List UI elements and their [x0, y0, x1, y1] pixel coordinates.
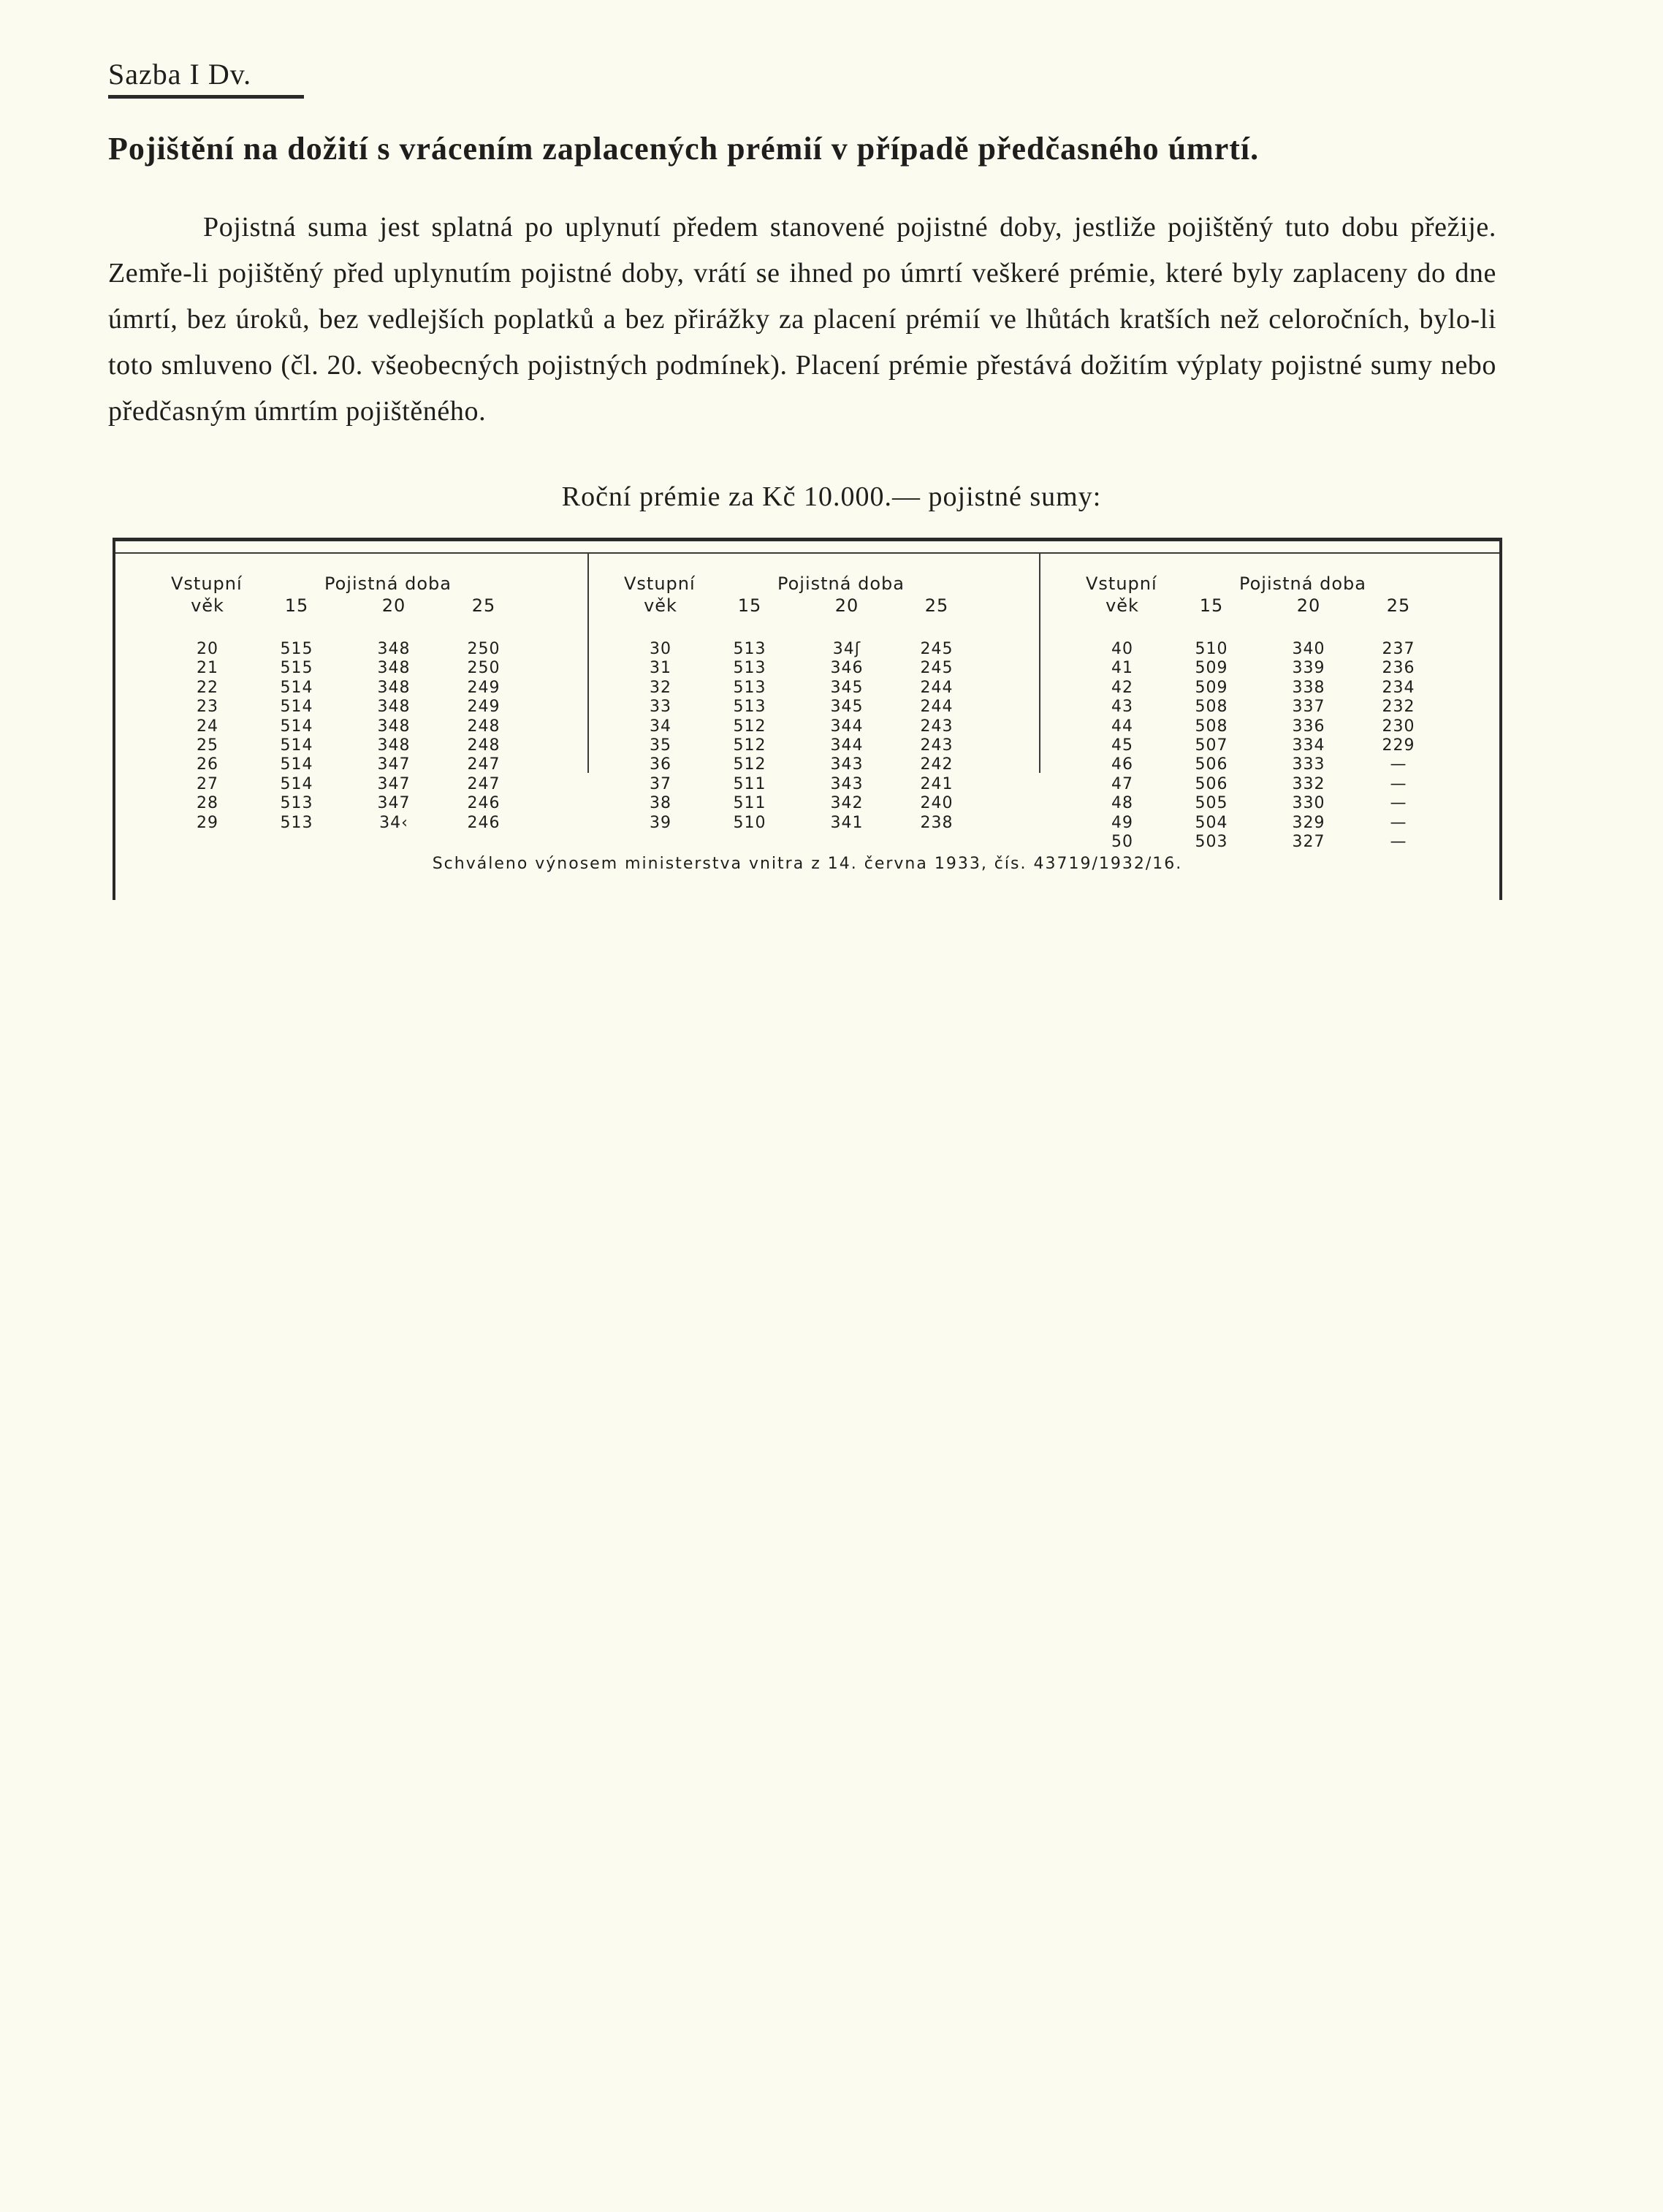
- table-rows: [566, 640, 1004, 833]
- premium-cell: 341: [830, 813, 864, 832]
- entry-age-cell: 50: [1111, 832, 1133, 851]
- premium-cell: 337: [1292, 698, 1325, 717]
- table-top-rule-thin: [113, 552, 1502, 554]
- premium-cell: 242: [920, 755, 954, 774]
- premium-cell: 514: [280, 736, 313, 755]
- table-right-border: [1499, 538, 1502, 900]
- table-subheader-row: [113, 596, 551, 617]
- premium-cell: 250: [467, 640, 501, 658]
- table-row: [113, 679, 551, 698]
- approval-note: Schváleno výnosem ministerstva vnitra z 14. června 1933, čís. 43719/1932/16.: [432, 855, 1183, 873]
- table-row: [1027, 659, 1466, 678]
- premium-cell: 245: [920, 659, 954, 678]
- entry-age-cell: 44: [1111, 717, 1133, 736]
- table-header-row: [566, 574, 1004, 595]
- table-row: [1027, 794, 1466, 813]
- premium-cell: 515: [280, 659, 313, 678]
- table-row: [1027, 679, 1466, 698]
- entry-age-cell: 24: [197, 717, 218, 736]
- term-25-header: 25: [471, 595, 496, 616]
- premium-cell: 238: [920, 813, 954, 832]
- entry-age-cell: 23: [197, 698, 218, 717]
- premium-cell: 344: [830, 717, 864, 736]
- premium-cell: 508: [1195, 717, 1228, 736]
- entry-age-cell: 48: [1111, 794, 1133, 813]
- table-row: [113, 775, 551, 794]
- entry-age-cell: 46: [1111, 755, 1133, 774]
- premium-cell: 232: [1382, 698, 1415, 717]
- entry-age-cell: 33: [650, 698, 671, 717]
- term-label: Pojistná doba: [324, 573, 452, 594]
- premium-cell: 514: [280, 774, 313, 793]
- premium-cell: 334: [1292, 736, 1325, 755]
- entry-age-cell: 47: [1111, 774, 1133, 793]
- premium-cell: 505: [1195, 794, 1228, 813]
- table-row: [113, 698, 551, 717]
- premium-cell: 246: [467, 794, 501, 813]
- entry-age-label: Vstupní: [1086, 573, 1157, 594]
- premium-cell: 348: [377, 640, 411, 658]
- entry-age-cell: 25: [197, 736, 218, 755]
- term-25-header: 25: [924, 595, 949, 616]
- table-subheader-row: [566, 596, 1004, 617]
- table-row: [566, 755, 1004, 774]
- premium-cell: 511: [733, 774, 766, 793]
- entry-age-cell: 38: [650, 794, 671, 813]
- intro-paragraph: Pojistná suma jest splatná po uplynutí předem stanovené pojistné doby, jestliže pojištěný tuto dobu přežije. Zemře-li pojištěný před uplynutím pojistné doby, vrátí se ihned po úmrtí veškeré prémie, které byly zaplaceny do dne úmrtí, bez úroků, bez vedlejších poplatků a bez přirážky za placení prémií ve lhůtách kratších než celoročních, bylo-li toto smluveno (čl. 20. všeobecných pojistných podmínek). Placení prémie přestává dožitím výplaty pojistné sumy nebo předčasným úmrtím pojištěného.: [108, 212, 1496, 427]
- table-row: [1027, 833, 1466, 852]
- table-row: [113, 659, 551, 678]
- entry-age-cell: 43: [1111, 698, 1133, 717]
- premium-cell: 344: [830, 736, 864, 755]
- premium-cell: 510: [733, 813, 766, 832]
- premium-cell: 343: [830, 755, 864, 774]
- premium-cell: 246: [467, 813, 501, 832]
- entry-age-cell: 26: [197, 755, 218, 774]
- entry-age-cell: 27: [197, 774, 218, 793]
- premium-cell: 514: [280, 755, 313, 774]
- entry-age-cell: 40: [1111, 640, 1133, 658]
- entry-age-cell: 35: [650, 736, 671, 755]
- term-20-header: 20: [834, 595, 859, 616]
- table-row: [566, 659, 1004, 678]
- premium-cell: 333: [1292, 755, 1325, 774]
- age-label: věk: [191, 595, 224, 616]
- table-row: [566, 698, 1004, 717]
- entry-age-cell: 45: [1111, 736, 1133, 755]
- premium-cell: —: [1390, 832, 1407, 851]
- table-row: [113, 755, 551, 774]
- table-row: [1027, 717, 1466, 736]
- table-row: [1027, 814, 1466, 833]
- premium-cell: 237: [1382, 640, 1415, 658]
- premium-table: [113, 538, 1502, 900]
- term-15-header: 15: [737, 595, 762, 616]
- entry-age-cell: 36: [650, 755, 671, 774]
- table-row: [566, 717, 1004, 736]
- table-row: [1027, 736, 1466, 755]
- entry-age-cell: 34: [650, 717, 671, 736]
- premium-cell: 347: [377, 794, 411, 813]
- table-row: [1027, 755, 1466, 774]
- premium-cell: 513: [733, 659, 766, 678]
- premium-cell: 339: [1292, 659, 1325, 678]
- table-row: [566, 775, 1004, 794]
- table-row: [113, 640, 551, 659]
- premium-cell: 247: [467, 774, 501, 793]
- table-rows: [113, 640, 551, 833]
- premium-cell: 236: [1382, 659, 1415, 678]
- age-label: věk: [1106, 595, 1139, 616]
- premium-cell: 348: [377, 736, 411, 755]
- premium-cell: 347: [377, 755, 411, 774]
- premium-cell: 507: [1195, 736, 1228, 755]
- term-20-header: 20: [381, 595, 406, 616]
- premium-cell: 34ʃ: [832, 640, 861, 658]
- premium-cell: 514: [280, 678, 313, 697]
- tariff-code: Sazba I Dv.: [108, 58, 252, 91]
- premium-cell: 343: [830, 774, 864, 793]
- premium-cell: 506: [1195, 755, 1228, 774]
- entry-age-cell: 31: [650, 659, 671, 678]
- term-25-header: 25: [1386, 595, 1411, 616]
- table-header-row: [113, 574, 551, 595]
- premium-cell: 244: [920, 698, 954, 717]
- premium-cell: 250: [467, 659, 501, 678]
- premium-cell: 513: [280, 813, 313, 832]
- table-subheader-row: [1027, 596, 1466, 617]
- premium-cell: —: [1390, 774, 1407, 793]
- premium-cell: —: [1390, 755, 1407, 774]
- table-row: [566, 640, 1004, 659]
- table-row: [1027, 775, 1466, 794]
- premium-cell: 229: [1382, 736, 1415, 755]
- entry-age-cell: 28: [197, 794, 218, 813]
- term-20-header: 20: [1296, 595, 1321, 616]
- premium-cell: 347: [377, 774, 411, 793]
- table-row: [566, 814, 1004, 833]
- table-row: [113, 814, 551, 833]
- entry-age-cell: 39: [650, 813, 671, 832]
- premium-cell: 243: [920, 736, 954, 755]
- premium-cell: 512: [733, 755, 766, 774]
- premium-cell: 509: [1195, 659, 1228, 678]
- premium-cell: 346: [830, 659, 864, 678]
- entry-age-cell: 49: [1111, 813, 1133, 832]
- entry-age-label: Vstupní: [171, 573, 243, 594]
- premium-cell: 248: [467, 736, 501, 755]
- table-header-row: [1027, 574, 1466, 595]
- premium-cell: 247: [467, 755, 501, 774]
- premium-cell: —: [1390, 794, 1407, 813]
- table-row: [1027, 698, 1466, 717]
- premium-cell: 230: [1382, 717, 1415, 736]
- premium-cell: 248: [467, 717, 501, 736]
- entry-age-cell: 32: [650, 678, 671, 697]
- premium-cell: 241: [920, 774, 954, 793]
- premium-cell: 348: [377, 717, 411, 736]
- premium-cell: 504: [1195, 813, 1228, 832]
- premium-cell: 509: [1195, 678, 1228, 697]
- premium-cell: 512: [733, 736, 766, 755]
- term-label: Pojistná doba: [777, 573, 905, 594]
- document-title: Pojištění na dožití s vrácením zaplacených prémií v případě předčasného úmrtí.: [108, 131, 1260, 167]
- premium-cell: 340: [1292, 640, 1325, 658]
- premium-cell: 348: [377, 678, 411, 697]
- premium-cell: 34‹: [379, 813, 408, 832]
- premium-cell: 243: [920, 717, 954, 736]
- premium-cell: 511: [733, 794, 766, 813]
- premium-cell: 513: [733, 678, 766, 697]
- premium-cell: 514: [280, 717, 313, 736]
- premium-cell: —: [1390, 813, 1407, 832]
- entry-age-cell: 20: [197, 640, 218, 658]
- table-row: [1027, 640, 1466, 659]
- premium-cell: 249: [467, 698, 501, 717]
- term-label: Pojistná doba: [1239, 573, 1366, 594]
- table-row: [113, 794, 551, 813]
- premium-cell: 338: [1292, 678, 1325, 697]
- table-caption: Roční prémie za Kč 10.000.— pojistné sumy:: [561, 481, 1102, 512]
- table-row: [113, 717, 551, 736]
- premium-cell: 348: [377, 659, 411, 678]
- entry-age-cell: 29: [197, 813, 218, 832]
- premium-cell: 245: [920, 640, 954, 658]
- premium-cell: 513: [280, 794, 313, 813]
- term-15-header: 15: [284, 595, 309, 616]
- premium-cell: 348: [377, 698, 411, 717]
- premium-cell: 513: [733, 698, 766, 717]
- premium-cell: 345: [830, 678, 864, 697]
- table-row: [566, 794, 1004, 813]
- entry-age-label: Vstupní: [624, 573, 696, 594]
- premium-cell: 515: [280, 640, 313, 658]
- premium-cell: 510: [1195, 640, 1228, 658]
- premium-cell: 345: [830, 698, 864, 717]
- table-row: [113, 736, 551, 755]
- premium-cell: 508: [1195, 698, 1228, 717]
- table-row: [566, 736, 1004, 755]
- premium-cell: 332: [1292, 774, 1325, 793]
- table-row: [566, 679, 1004, 698]
- premium-cell: 327: [1292, 832, 1325, 851]
- age-label: věk: [644, 595, 677, 616]
- entry-age-cell: 42: [1111, 678, 1133, 697]
- premium-cell: 330: [1292, 794, 1325, 813]
- premium-cell: 342: [830, 794, 864, 813]
- table-rows: [1027, 640, 1466, 852]
- premium-cell: 506: [1195, 774, 1228, 793]
- premium-cell: 329: [1292, 813, 1325, 832]
- table-top-rule: [113, 538, 1502, 541]
- tariff-code-underline: [108, 95, 304, 99]
- premium-cell: 244: [920, 678, 954, 697]
- premium-cell: 513: [733, 640, 766, 658]
- entry-age-cell: 41: [1111, 659, 1133, 678]
- premium-cell: 514: [280, 698, 313, 717]
- premium-cell: 512: [733, 717, 766, 736]
- entry-age-cell: 30: [650, 640, 671, 658]
- term-15-header: 15: [1199, 595, 1224, 616]
- premium-cell: 249: [467, 678, 501, 697]
- premium-cell: 240: [920, 794, 954, 813]
- entry-age-cell: 21: [197, 659, 218, 678]
- entry-age-cell: 37: [650, 774, 671, 793]
- premium-cell: 234: [1382, 678, 1415, 697]
- premium-cell: 336: [1292, 717, 1325, 736]
- entry-age-cell: 22: [197, 678, 218, 697]
- premium-cell: 503: [1195, 832, 1228, 851]
